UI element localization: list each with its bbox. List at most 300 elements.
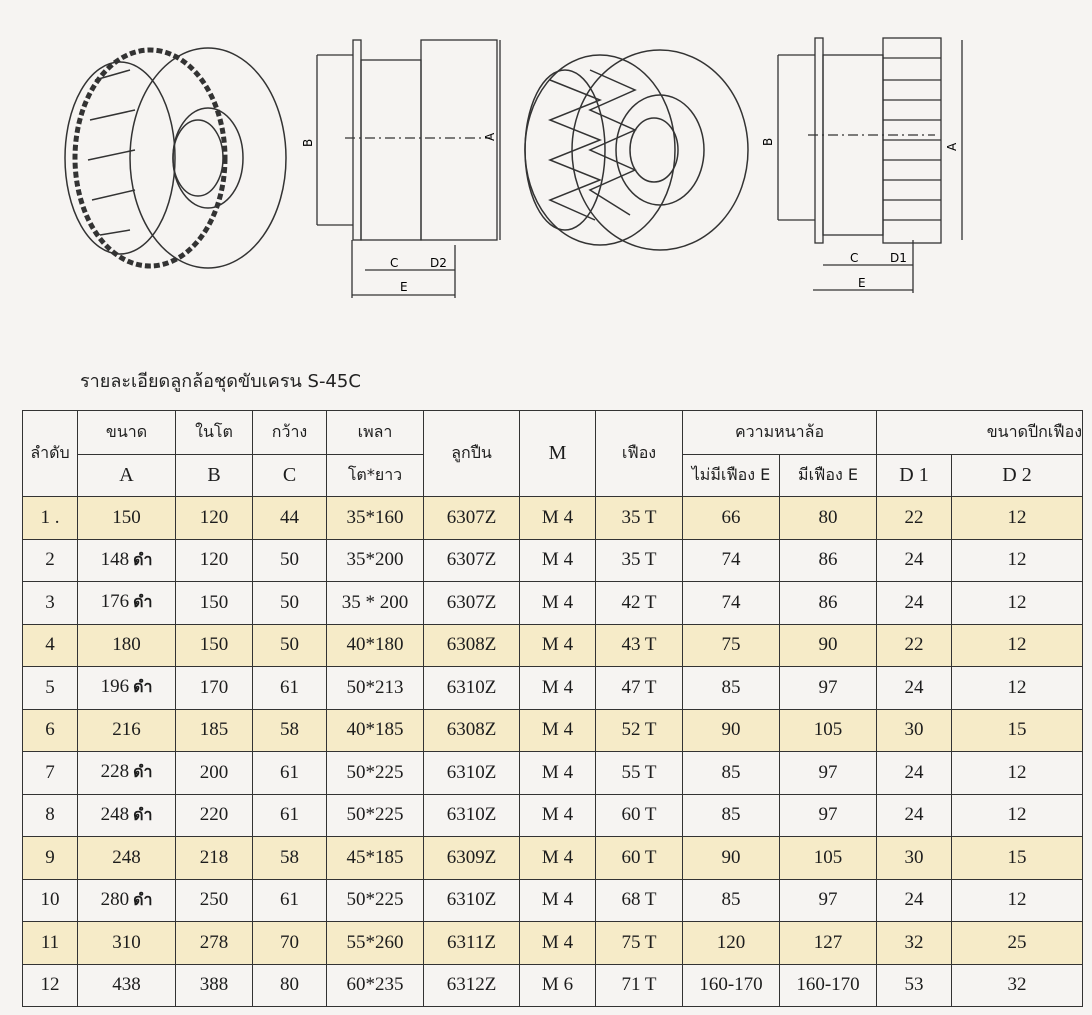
- flange-d1-value: 24: [904, 549, 924, 571]
- header-thick-gear: มีเฟือง E: [780, 455, 877, 497]
- row-number-cell: [23, 624, 78, 667]
- width-c-value: 61: [280, 761, 299, 783]
- thickness-with-gear-cell: [780, 709, 877, 752]
- thickness-no-gear-cell: [683, 837, 780, 880]
- flange-d2-value: 12: [1007, 506, 1027, 528]
- header-size-sub: A: [78, 455, 176, 497]
- table-row: [23, 794, 1083, 837]
- thickness-with-gear-cell: [780, 752, 877, 795]
- width-c-value: 50: [280, 591, 299, 613]
- size-a-value: 216: [112, 719, 141, 741]
- module-value: M 4: [541, 676, 574, 698]
- width-c-value: 50: [280, 549, 299, 571]
- header-shaft-sub: โต*ยาว: [327, 455, 424, 497]
- table-row: [23, 752, 1083, 795]
- inner-b-value: 120: [199, 549, 229, 571]
- gear-teeth-value: 35 T: [621, 549, 657, 571]
- flange-d2-cell: [952, 624, 1083, 667]
- gear-teeth-value: 43 T: [621, 634, 657, 656]
- gear-teeth-cell: [596, 497, 683, 540]
- flange-d2-value: 12: [1007, 676, 1027, 698]
- bearing-value: 6312Z: [446, 974, 497, 996]
- inner-b-value: 220: [199, 804, 229, 826]
- gear-teeth-cell: [596, 539, 683, 582]
- color-suffix: ดำ: [133, 677, 153, 697]
- size-a-value: 438: [112, 974, 141, 996]
- width-c-value: 44: [280, 506, 299, 528]
- inner-b-value: 170: [199, 676, 229, 698]
- module-value: M 4: [541, 931, 574, 953]
- size-a-cell: [78, 539, 176, 582]
- flange-d2-cell: [952, 709, 1083, 752]
- module-value: M 4: [541, 889, 574, 911]
- gear-teeth-value: 60 T: [621, 804, 657, 826]
- bearing-cell: [424, 752, 520, 795]
- row-number-value: 5: [45, 676, 55, 698]
- flange-d2-cell: [952, 667, 1083, 710]
- row-number-cell: [23, 922, 78, 965]
- row-number-cell: [23, 582, 78, 625]
- thickness-with-gear-cell: [780, 964, 877, 1007]
- thickness-with-gear-value: 97: [818, 889, 838, 911]
- thickness-with-gear-cell: [780, 922, 877, 965]
- module-cell: [520, 922, 596, 965]
- module-value: M 4: [541, 591, 574, 613]
- table-row: [23, 582, 1083, 625]
- flange-d1-value: 24: [904, 676, 924, 698]
- flange-d1-value: 22: [904, 506, 924, 528]
- module-cell: [520, 709, 596, 752]
- flange-d1-cell: [877, 709, 952, 752]
- module-cell: [520, 624, 596, 667]
- plain-wheel-illustration: [525, 50, 748, 250]
- inner-b-cell: [176, 582, 253, 625]
- inner-b-cell: [176, 497, 253, 540]
- row-number-cell: [23, 709, 78, 752]
- width-c-cell: [253, 709, 327, 752]
- thickness-with-gear-value: 97: [818, 761, 838, 783]
- thickness-no-gear-cell: [683, 879, 780, 922]
- size-a-cell: [78, 752, 176, 795]
- gear-teeth-cell: [596, 837, 683, 880]
- flange-d1-cell: [877, 624, 952, 667]
- specs-body: [23, 497, 1083, 1007]
- size-a-cell: [78, 624, 176, 667]
- module-cell: [520, 667, 596, 710]
- thickness-with-gear-cell: [780, 497, 877, 540]
- bearing-cell: [424, 709, 520, 752]
- flange-d1-cell: [877, 922, 952, 965]
- header-thickness: ความหนาล้อ: [683, 411, 877, 455]
- bearing-value: 6310Z: [446, 761, 497, 783]
- row-number-cell: [23, 837, 78, 880]
- size-a-cell: [78, 922, 176, 965]
- bearing-value: 6307Z: [446, 549, 497, 571]
- bearing-value: 6311Z: [447, 931, 496, 953]
- flange-d1-value: 32: [904, 931, 924, 953]
- thickness-no-gear-value: 74: [721, 591, 741, 613]
- header-no: ลำดับ: [23, 411, 78, 497]
- gear-teeth-value: 55 T: [621, 761, 657, 783]
- inner-b-value: 185: [199, 719, 229, 741]
- header-gear: เฟือง: [596, 411, 683, 497]
- bearing-value: 6310Z: [446, 889, 497, 911]
- thickness-with-gear-value: 105: [813, 719, 843, 741]
- size-a-value: 248: [112, 846, 141, 868]
- shaft-size-value: 60*235: [346, 974, 404, 996]
- module-value: M 4: [541, 506, 574, 528]
- row-number-cell: [23, 752, 78, 795]
- table-row: [23, 922, 1083, 965]
- inner-b-value: 250: [199, 889, 229, 911]
- row-number-value: 3: [45, 591, 55, 613]
- gear-teeth-cell: [596, 582, 683, 625]
- table-row: [23, 879, 1083, 922]
- shaft-size-cell: [327, 837, 424, 880]
- gear-teeth-cell: [596, 624, 683, 667]
- bearing-cell: [424, 624, 520, 667]
- flange-d1-value: 30: [904, 719, 924, 741]
- table-row: [23, 964, 1083, 1007]
- width-c-cell: [253, 837, 327, 880]
- flange-d2-value: 12: [1007, 634, 1027, 656]
- flange-d2-cell: [952, 497, 1083, 540]
- thickness-with-gear-cell: [780, 624, 877, 667]
- width-c-cell: [253, 922, 327, 965]
- right-section-drawing: [778, 38, 962, 293]
- flange-d1-cell: [877, 667, 952, 710]
- thickness-no-gear-value: 85: [721, 676, 741, 698]
- size-a-value: 180: [112, 634, 141, 656]
- shaft-size-value: 40*180: [346, 634, 404, 656]
- bearing-value: 6307Z: [446, 506, 497, 528]
- color-suffix: ดำ: [133, 804, 153, 824]
- size-a-value: 148: [100, 548, 130, 570]
- flange-d1-cell: [877, 794, 952, 837]
- module-cell: [520, 752, 596, 795]
- color-suffix: ดำ: [133, 762, 153, 782]
- flange-d1-value: 22: [904, 634, 924, 656]
- width-c-value: 61: [280, 676, 299, 698]
- flange-d2-value: 25: [1007, 931, 1027, 953]
- thickness-with-gear-value: 86: [818, 591, 838, 613]
- shaft-size-cell: [327, 794, 424, 837]
- inner-b-value: 120: [199, 506, 229, 528]
- row-number-cell: [23, 667, 78, 710]
- thickness-no-gear-value: 85: [721, 889, 741, 911]
- flange-d1-value: 24: [904, 889, 924, 911]
- row-number-value: 9: [45, 846, 55, 868]
- gear-teeth-value: 42 T: [621, 591, 657, 613]
- bearing-cell: [424, 539, 520, 582]
- right-label-d1: D1: [890, 251, 907, 265]
- row-number-value: 8: [45, 804, 55, 826]
- bearing-cell: [424, 837, 520, 880]
- width-c-value: 50: [280, 634, 299, 656]
- shaft-size-value: 35*200: [346, 549, 404, 571]
- size-a-cell: [78, 794, 176, 837]
- left-label-b: B: [301, 138, 315, 147]
- inner-b-cell: [176, 624, 253, 667]
- width-c-value: 70: [280, 931, 299, 953]
- size-a-cell: [78, 879, 176, 922]
- bearing-cell: [424, 879, 520, 922]
- table-row: [23, 624, 1083, 667]
- gear-teeth-cell: [596, 964, 683, 1007]
- flange-d1-cell: [877, 964, 952, 1007]
- shaft-size-cell: [327, 582, 424, 625]
- header-d1: D 1: [877, 455, 952, 497]
- inner-b-cell: [176, 879, 253, 922]
- bearing-value: 6307Z: [446, 591, 497, 613]
- gear-teeth-value: 35 T: [621, 506, 657, 528]
- size-a-cell: [78, 837, 176, 880]
- inner-b-cell: [176, 667, 253, 710]
- row-number-cell: [23, 879, 78, 922]
- thickness-no-gear-cell: [683, 752, 780, 795]
- shaft-size-value: 50*213: [346, 676, 404, 698]
- header-flange: ขนาดปีกเฟือง: [877, 411, 1083, 455]
- inner-b-cell: [176, 709, 253, 752]
- header-module: M: [520, 411, 596, 497]
- thickness-no-gear-cell: [683, 667, 780, 710]
- right-label-a: A: [945, 142, 959, 151]
- thickness-with-gear-value: 160-170: [796, 974, 860, 996]
- right-label-b: B: [761, 137, 775, 146]
- module-value: M 4: [541, 761, 574, 783]
- shaft-size-value: 35 * 200: [341, 591, 409, 613]
- flange-d2-value: 12: [1007, 549, 1027, 571]
- thickness-no-gear-value: 160-170: [699, 974, 763, 996]
- size-a-cell: [78, 667, 176, 710]
- flange-d1-cell: [877, 539, 952, 582]
- bearing-value: 6308Z: [446, 719, 497, 741]
- width-c-value: 58: [280, 846, 299, 868]
- row-number-cell: [23, 794, 78, 837]
- shaft-size-cell: [327, 624, 424, 667]
- flange-d2-cell: [952, 582, 1083, 625]
- thickness-with-gear-cell: [780, 794, 877, 837]
- size-a-cell: [78, 582, 176, 625]
- bearing-cell: [424, 582, 520, 625]
- thickness-no-gear-cell: [683, 624, 780, 667]
- thickness-with-gear-cell: [780, 582, 877, 625]
- shaft-size-cell: [327, 922, 424, 965]
- thickness-no-gear-cell: [683, 794, 780, 837]
- shaft-size-cell: [327, 964, 424, 1007]
- width-c-value: 58: [280, 719, 299, 741]
- thickness-no-gear-value: 75: [721, 634, 741, 656]
- table-row: [23, 497, 1083, 540]
- width-c-cell: [253, 879, 327, 922]
- inner-b-cell: [176, 794, 253, 837]
- flange-d1-cell: [877, 837, 952, 880]
- flange-d1-value: 24: [904, 804, 924, 826]
- gear-teeth-value: 68 T: [621, 889, 657, 911]
- flange-d2-cell: [952, 794, 1083, 837]
- inner-b-value: 150: [199, 591, 229, 613]
- width-c-cell: [253, 752, 327, 795]
- shaft-size-cell: [327, 497, 424, 540]
- thickness-no-gear-value: 66: [721, 506, 741, 528]
- header-inner: ในโต: [176, 411, 253, 455]
- flange-d1-value: 53: [904, 974, 924, 996]
- flange-d2-cell: [952, 539, 1083, 582]
- inner-b-cell: [176, 922, 253, 965]
- bearing-value: 6310Z: [446, 676, 497, 698]
- row-number-value: 6: [45, 719, 55, 741]
- width-c-cell: [253, 667, 327, 710]
- right-label-e: E: [858, 276, 866, 290]
- bearing-value: 6309Z: [446, 846, 497, 868]
- shaft-size-value: 35*160: [346, 506, 404, 528]
- gear-teeth-cell: [596, 667, 683, 710]
- gear-teeth-cell: [596, 752, 683, 795]
- module-cell: [520, 794, 596, 837]
- row-number-cell: [23, 497, 78, 540]
- flange-d1-value: 30: [904, 846, 924, 868]
- header-width: กว้าง: [253, 411, 327, 455]
- flange-d1-cell: [877, 582, 952, 625]
- flange-d2-cell: [952, 837, 1083, 880]
- table-caption: รายละเอียดลูกล้อชุดขับเครน S-45C: [80, 371, 361, 392]
- thickness-with-gear-value: 127: [813, 931, 843, 953]
- row-number-cell: [23, 964, 78, 1007]
- gear-teeth-cell: [596, 922, 683, 965]
- shaft-size-value: 50*225: [346, 804, 404, 826]
- header-size: ขนาด: [78, 411, 176, 455]
- inner-b-cell: [176, 752, 253, 795]
- header-width-sub: C: [253, 455, 327, 497]
- module-value: M 4: [541, 804, 574, 826]
- flange-d1-value: 24: [904, 591, 924, 613]
- gear-teeth-value: 52 T: [621, 719, 657, 741]
- size-a-cell: [78, 709, 176, 752]
- thickness-with-gear-cell: [780, 667, 877, 710]
- left-label-d2: D2: [430, 256, 447, 270]
- color-suffix: ดำ: [133, 592, 153, 612]
- inner-b-cell: [176, 964, 253, 1007]
- thickness-no-gear-cell: [683, 497, 780, 540]
- shaft-size-value: 45*185: [346, 846, 404, 868]
- flange-d2-value: 15: [1007, 719, 1027, 741]
- thickness-with-gear-value: 90: [818, 634, 838, 656]
- size-a-cell: [78, 497, 176, 540]
- width-c-value: 80: [280, 974, 299, 996]
- width-c-value: 61: [280, 804, 299, 826]
- left-label-a: A: [483, 132, 497, 141]
- left-label-c: C: [390, 256, 399, 270]
- row-number-value: 12: [40, 974, 60, 996]
- bearing-cell: [424, 667, 520, 710]
- thickness-with-gear-value: 97: [818, 676, 838, 698]
- shaft-size-cell: [327, 752, 424, 795]
- row-number-value: 10: [40, 889, 60, 911]
- flange-d2-value: 12: [1007, 591, 1027, 613]
- header-thick-no-gear: ไม่มีเฟือง E: [683, 455, 780, 497]
- left-label-e: E: [400, 280, 408, 294]
- shaft-size-value: 55*260: [346, 931, 404, 953]
- thickness-with-gear-cell: [780, 539, 877, 582]
- flange-d2-value: 15: [1007, 846, 1027, 868]
- width-c-cell: [253, 624, 327, 667]
- width-c-cell: [253, 539, 327, 582]
- bearing-cell: [424, 922, 520, 965]
- thickness-no-gear-value: 120: [716, 931, 746, 953]
- flange-d1-cell: [877, 497, 952, 540]
- thickness-with-gear-cell: [780, 837, 877, 880]
- header-d2: D 2: [952, 455, 1083, 497]
- header-row-1: [23, 411, 1083, 455]
- flange-d1-cell: [877, 879, 952, 922]
- width-c-cell: [253, 794, 327, 837]
- flange-d1-cell: [877, 752, 952, 795]
- size-a-cell: [78, 964, 176, 1007]
- gear-teeth-cell: [596, 879, 683, 922]
- module-cell: [520, 879, 596, 922]
- size-a-value: 150: [112, 506, 141, 528]
- flange-d2-cell: [952, 922, 1083, 965]
- gear-wheel-illustration: [65, 48, 286, 268]
- inner-b-value: 200: [199, 761, 229, 783]
- thickness-no-gear-value: 85: [721, 804, 741, 826]
- size-a-value: 176: [100, 591, 130, 613]
- module-value: M 4: [541, 634, 574, 656]
- header-bearing: ลูกปืน: [424, 411, 520, 497]
- thickness-with-gear-value: 105: [813, 846, 843, 868]
- right-label-c: C: [850, 251, 859, 265]
- thickness-no-gear-value: 90: [721, 846, 741, 868]
- module-cell: [520, 539, 596, 582]
- thickness-no-gear-cell: [683, 922, 780, 965]
- row-number-value: 7: [45, 761, 55, 783]
- thickness-with-gear-value: 97: [818, 804, 838, 826]
- flange-d2-value: 12: [1007, 889, 1027, 911]
- color-suffix: ดำ: [133, 889, 153, 909]
- width-c-cell: [253, 497, 327, 540]
- bearing-cell: [424, 964, 520, 1007]
- thickness-with-gear-cell: [780, 879, 877, 922]
- inner-b-value: 388: [199, 974, 229, 996]
- module-cell: [520, 837, 596, 880]
- row-number-value: 4: [45, 634, 55, 656]
- shaft-size-value: 50*225: [346, 761, 404, 783]
- shaft-size-cell: [327, 709, 424, 752]
- row-number-cell: [23, 539, 78, 582]
- shaft-size-cell: [327, 539, 424, 582]
- thickness-no-gear-value: 90: [721, 719, 741, 741]
- technical-drawings: [0, 0, 1092, 345]
- thickness-with-gear-value: 80: [818, 506, 838, 528]
- flange-d2-cell: [952, 752, 1083, 795]
- header-inner-sub: B: [176, 455, 253, 497]
- shaft-size-value: 50*225: [346, 889, 404, 911]
- flange-d2-cell: [952, 879, 1083, 922]
- shaft-size-value: 40*185: [346, 719, 404, 741]
- flange-d1-value: 24: [904, 761, 924, 783]
- module-cell: [520, 497, 596, 540]
- size-a-value: 310: [112, 931, 141, 953]
- row-number-value: 1 .: [40, 506, 60, 528]
- size-a-value: 228: [100, 761, 130, 783]
- thickness-no-gear-cell: [683, 964, 780, 1007]
- shaft-size-cell: [327, 879, 424, 922]
- table-row: [23, 667, 1083, 710]
- thickness-no-gear-cell: [683, 709, 780, 752]
- table-row: [23, 709, 1083, 752]
- bearing-cell: [424, 794, 520, 837]
- bearing-cell: [424, 497, 520, 540]
